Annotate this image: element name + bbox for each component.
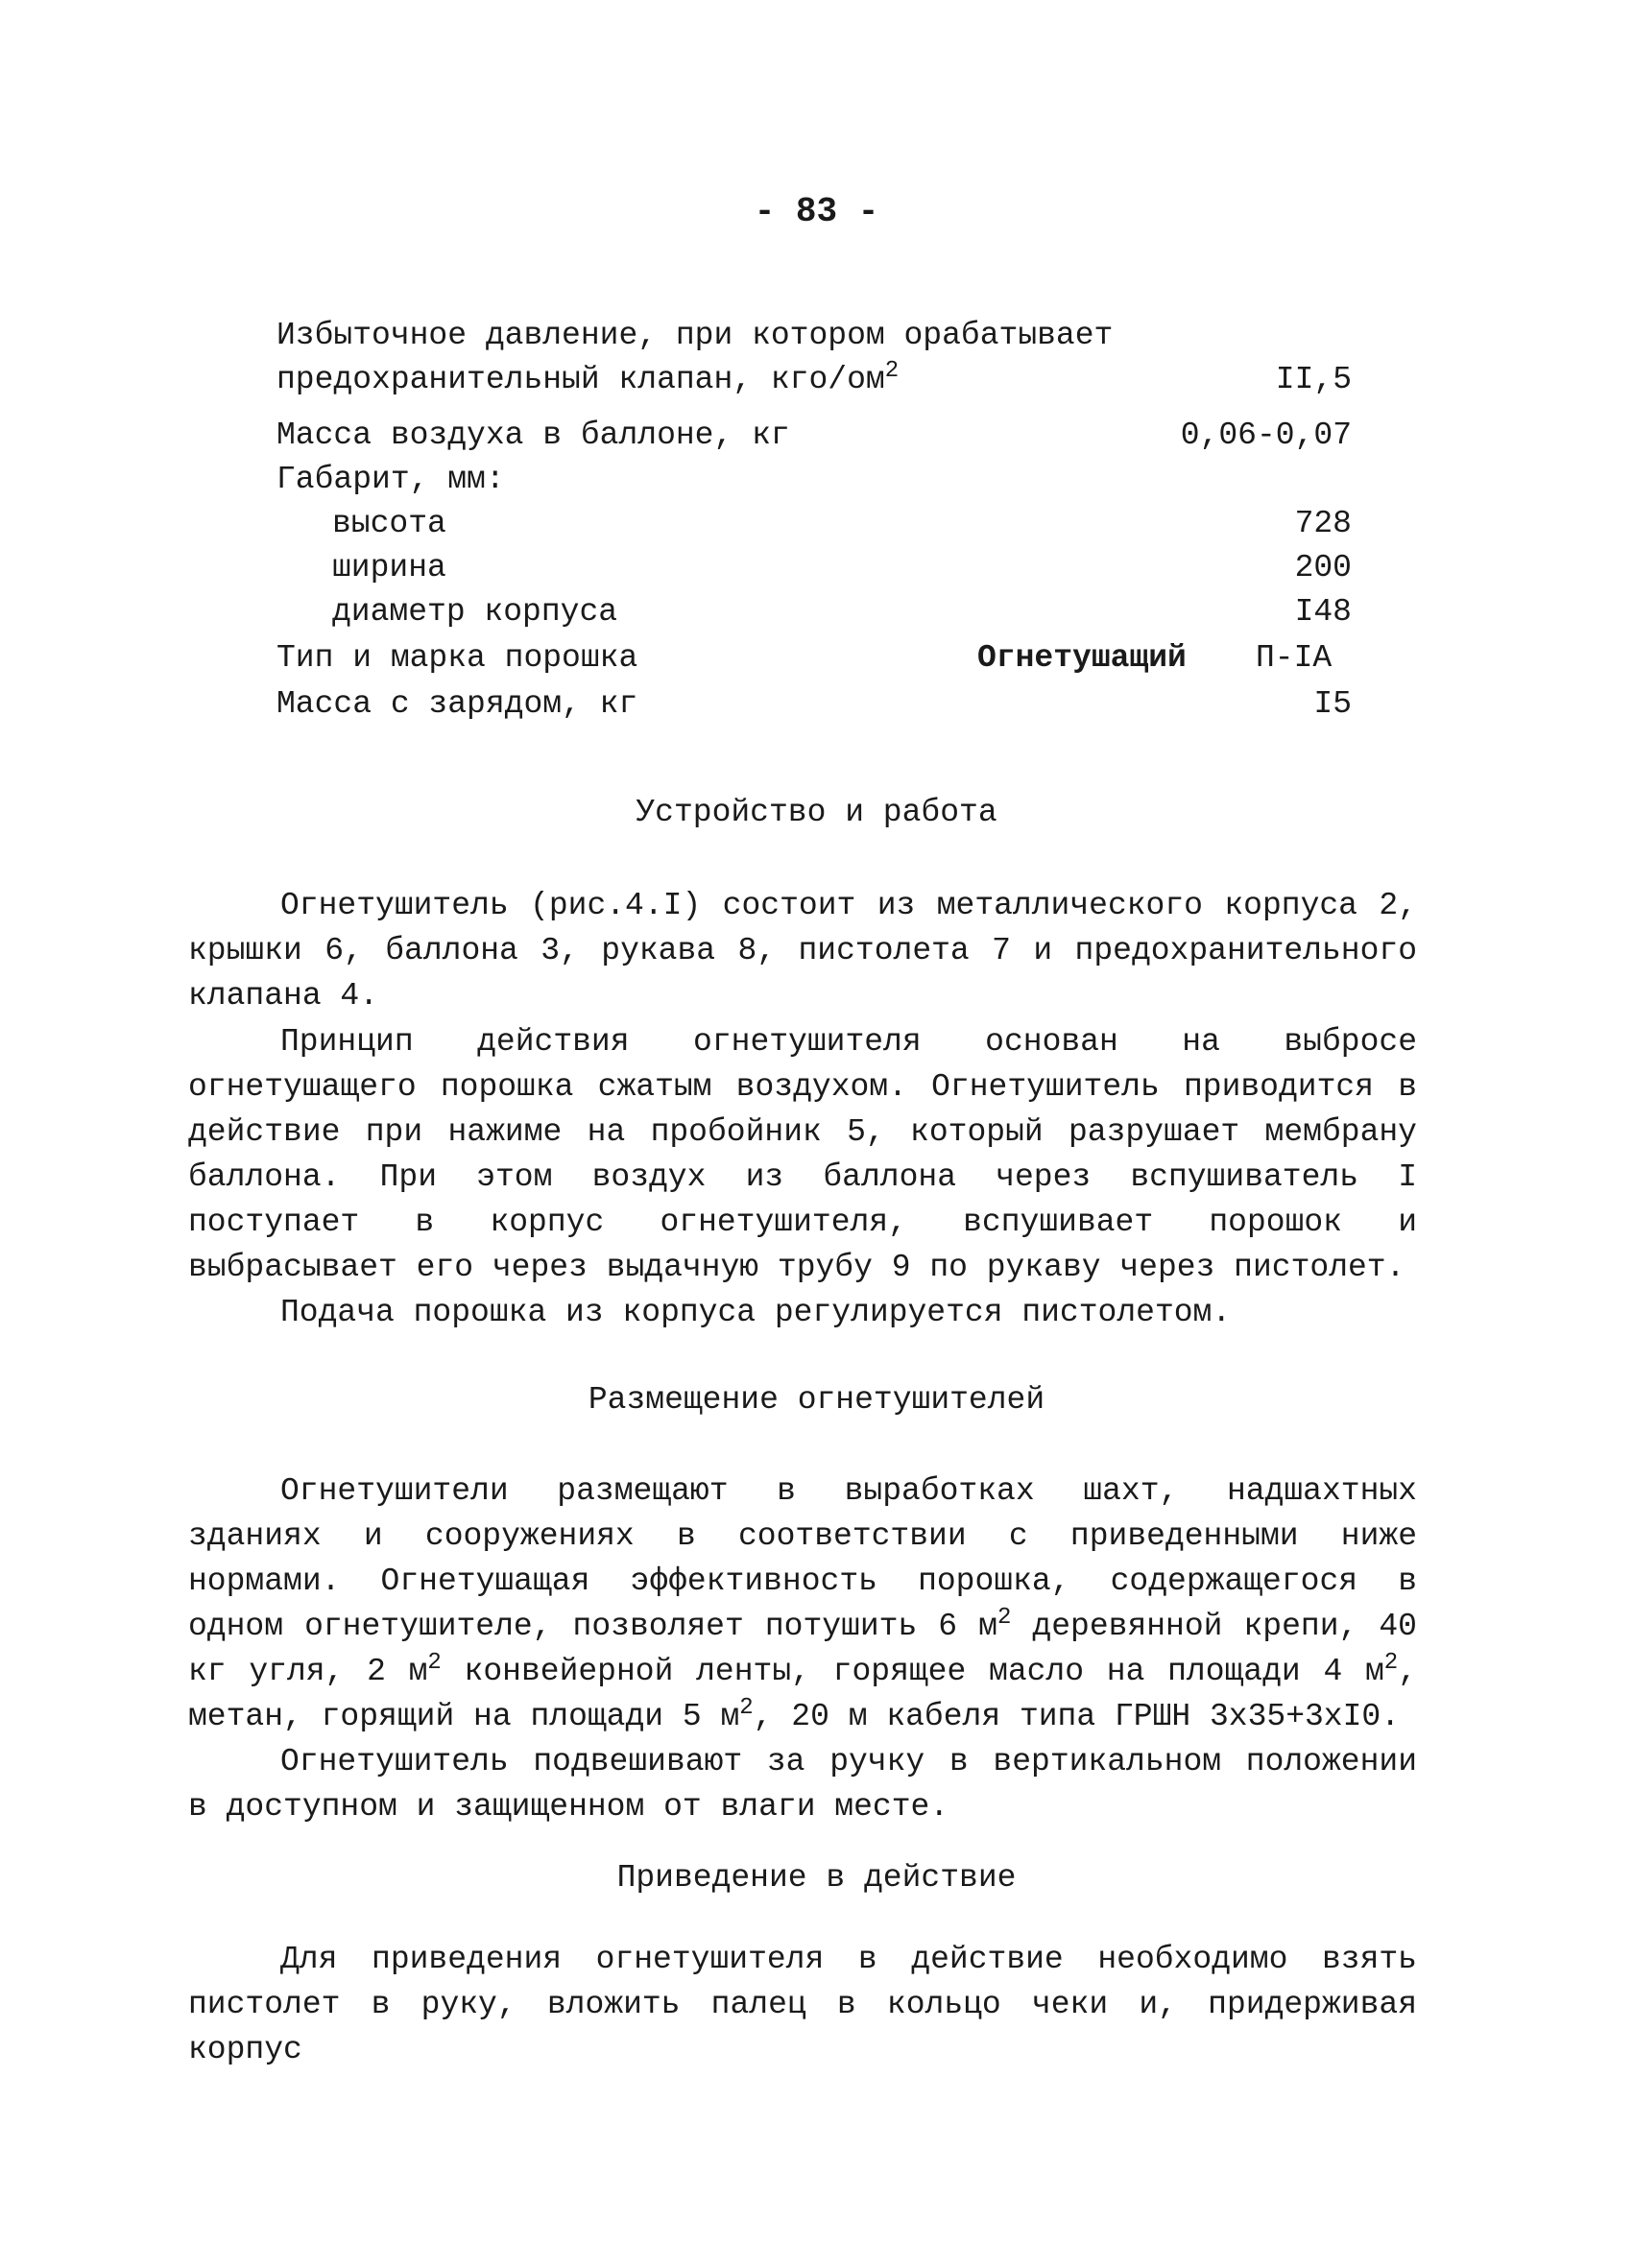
spec-row-diameter: [276, 591, 1352, 633]
pressure-label-line2: [276, 359, 899, 401]
height-label: высота: [332, 506, 446, 541]
placement-text-b: деревянной крепи, 40 кг угля, 2 м: [188, 1609, 1417, 1689]
width-label: ширина: [332, 550, 446, 585]
pressure-label-line1: Избыточное давление, при котором орабатывает: [276, 318, 1114, 353]
placement-text-e: , 20 м кабеля типа ГРШН 3х35+3хI0.: [753, 1699, 1401, 1734]
paragraph-placement-norms: [188, 1468, 1417, 1739]
page-number: - 83 -: [754, 192, 879, 231]
diameter-value: I48: [1294, 594, 1352, 630]
air-mass-value: 0,06-0,07: [1180, 418, 1352, 453]
spec-row-charged-mass: [276, 683, 1352, 726]
pressure-unit-superscript: 2: [884, 358, 900, 384]
paragraph-operating-principle: Принцип действия огнетушителя основан на выбросе огнетушащего порошка сжатым воздухом. Огнетушитель приводится в действие при нажиме на пробойник 5, который разрушает мембрану баллона. При этом воздух из баллона через вспушиватель I поступает в корпус огнетушителя, вспушивает порошок и выбрасывает его через выдачную трубу 9 по рукаву через пистолет.: [188, 1024, 1417, 1285]
charged-mass-label: Масса с зарядом, кг: [276, 686, 638, 722]
gabarit-label: Габарит, мм:: [276, 462, 505, 497]
paragraph-powder-supply: Подача порошка из корпуса регулируется пистолетом.: [280, 1295, 1232, 1330]
charged-mass-value: I5: [1313, 686, 1352, 722]
powder-type: Огнетушащий: [977, 640, 1187, 676]
superscript-sq-2: 2: [427, 1650, 442, 1676]
spec-row-pressure: [276, 359, 1352, 401]
air-mass-label: Масса воздуха в баллоне, кг: [276, 418, 790, 453]
powder-value: П-IА: [1256, 640, 1333, 676]
pressure-value: II,5: [1275, 362, 1352, 397]
spec-row-width: [276, 547, 1352, 589]
superscript-sq-3: 2: [1383, 1650, 1399, 1676]
superscript-sq-4: 2: [739, 1695, 754, 1721]
placement-text-a: Огнетушители размещают в выработках шахт, надшахтных зданиях и сооружениях в соответствии с приведенными ниже нормами. Огнетушащая эффективность порошка, содержащегося в одном огнетушителе, позволяет потушить 6 м: [188, 1473, 1417, 1644]
section-heading-activation: Приведение в действие: [616, 1860, 1017, 1896]
diameter-label: диаметр корпуса: [332, 594, 618, 630]
section-heading-placement: Размещение огнетушителей: [588, 1382, 1045, 1418]
spec-row-height: [276, 503, 1352, 545]
spec-row-powder: [276, 637, 1352, 680]
pressure-label-text: предохранительный клапан, кго/ом: [276, 362, 885, 397]
height-value: 728: [1294, 506, 1352, 541]
section-heading-device: Устройство и работа: [636, 795, 997, 830]
spec-row-gabarit: [276, 459, 1352, 501]
paragraph-activation: Для приведения огнетушителя в действие необходимо взять пистолет в руку, вложить палец в кольцо чеки и, придерживая корпус: [188, 1942, 1417, 2067]
paragraph-device-composition: Огнетушитель (рис.4.I) состоит из металлического корпуса 2, крышки 6, баллона 3, рукава 8, пистолета 7 и предохранительного клапана 4.: [188, 888, 1417, 1014]
width-value: 200: [1294, 550, 1352, 585]
superscript-sq-1: 2: [997, 1605, 1012, 1631]
spec-row-pressure-line1: [276, 315, 1352, 357]
paragraph-hanging: Огнетушитель подвешивают за ручку в вертикальном положении в доступном и защищенном от влаги месте.: [188, 1744, 1417, 1825]
powder-label: Тип и марка порошка: [276, 640, 638, 676]
placement-text-d: , метан, горящий на площади 5 м: [188, 1654, 1417, 1734]
placement-text-c: конвейерной ленты, горящее масло на площади 4 м: [441, 1654, 1384, 1689]
spec-row-air-mass: [276, 415, 1352, 457]
